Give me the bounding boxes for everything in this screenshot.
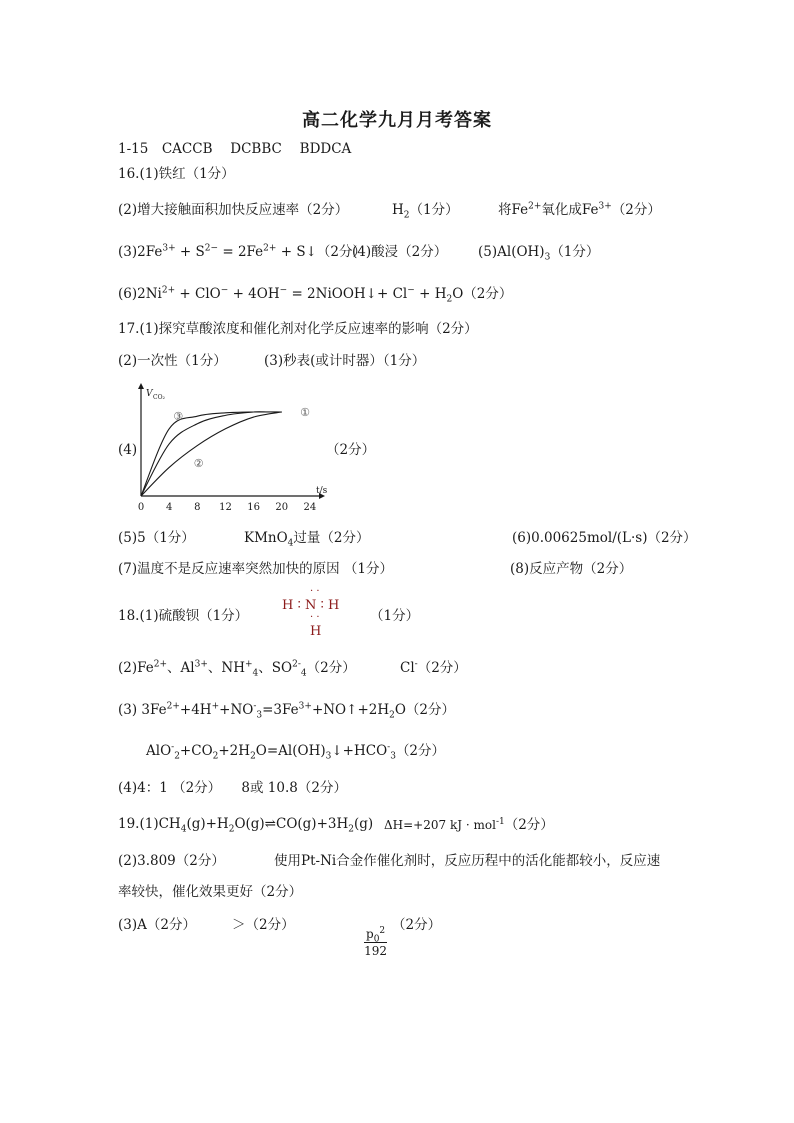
q19-part3a: (3)A（2分）: [118, 917, 196, 933]
x-tick-label: 20: [275, 502, 289, 512]
q16-part3: $(3)2Fe^{3+} + S^{2-} = 2Fe^{2+}$ + S↓（2分）: [118, 243, 366, 260]
q17-part3: (3)秒表(或计时器）（1分）: [264, 353, 426, 369]
lewis-top-dots: · ·: [310, 586, 320, 597]
y-axis-label-sub: CO₂: [153, 394, 165, 401]
q19-part2c: 率较快，催化效果更好（2分）: [118, 884, 303, 900]
q18-part4: (4)4：1 （2分） 8或 10.8（2分）: [118, 780, 347, 796]
lewis-middle: H ∶ N ∶ H: [282, 598, 340, 613]
x-tick-label: 0: [137, 502, 145, 512]
q17-part1: 17.(1)探究草酸浓度和催化剂对化学反应速率的影响（2分）: [118, 321, 478, 337]
q17-part4-score: （2分）: [326, 442, 376, 458]
q16-part4: (4)酸浸（2分）: [352, 244, 448, 260]
q19-part3c-score: （2分）: [392, 917, 442, 933]
pressure-fraction: [364, 926, 387, 959]
y-axis-label: V: [146, 389, 153, 399]
q16-part2b: $H_2(1$分）: [392, 202, 459, 221]
q19-delta-h: ΔH=+207 kJ · mol$^{-1}$（2分）: [384, 817, 554, 833]
lewis-bottom-h: H: [310, 624, 322, 639]
q18-part2-cl: Cl-（2分）: [400, 659, 467, 676]
rate-curve-chart: [128, 380, 328, 512]
x-tick-label: 16: [247, 502, 260, 512]
ammonia-lewis-structure: [282, 588, 354, 644]
fraction-denominator: 192: [364, 944, 388, 958]
q18-part2: $(2)Fe^{2+}$、$Al^{3+}$、$NH^+_4$、$SO^{2-}_4(2$分）: [118, 659, 356, 679]
q17-part2: (2)一次性（1分）: [118, 353, 227, 369]
q19-part3b: ＞（2分）: [232, 917, 295, 933]
q16-part2c: 将$Fe^{2+}$氧化成$Fe^{3+}(2$分）: [498, 201, 661, 218]
lewis-bottom-dots: · ·: [310, 612, 320, 623]
q17-part5a: (5)5（1分）: [118, 530, 195, 546]
q1-15-answers: 1-15 CACCB DCBBC BDDCA: [118, 141, 352, 157]
x-tick-label: 4: [165, 502, 173, 512]
x-tick-label: 24: [303, 502, 317, 512]
q16-part5: $(5)Al(OH)_3(1$分）: [478, 244, 600, 263]
q18-part1: 18.(1)硫酸钡（1分）: [118, 608, 249, 624]
q18-part3: (3) $3Fe^{2+}+4H^++NO^-_3=3Fe^{3+}+NO↑+2H_2O(2$分）: [118, 701, 456, 721]
q16-part2a: (2)增大接触面积加快反应速率（2分）: [118, 202, 349, 218]
q18-part3b: $AlO^-_2+CO_2+2H_2O=Al(OH)_3↓+HCO^-_3(2$分）: [146, 742, 446, 762]
q19-part2b: 使用Pt-Ni合金作催化剂时，反应历程中的活化能都较小，反应速: [274, 853, 661, 869]
x-tick-label: 12: [219, 502, 232, 512]
q17-part8: (8)反应产物（2分）: [510, 561, 633, 577]
q19-part2a: (2)3.809（2分）: [118, 853, 225, 869]
q19-part1: $19.(1)CH_4(g)+H_2O(g)\rightleftharpoons CO(g)+3H_2(g)$: [118, 816, 374, 835]
series-label: ②: [193, 457, 204, 471]
q17-part5b: KMnO$_4$过量（2分）: [244, 530, 370, 549]
q17-part7: (7)温度不是反应速率突然加快的原因 （1分）: [118, 561, 394, 577]
series-line-①: [141, 412, 282, 496]
page-title: 高二化学九月月考答案: [302, 110, 492, 131]
series-label: ③: [173, 410, 184, 424]
q17-part4-label: (4): [118, 442, 138, 458]
series-label: ①: [300, 406, 310, 419]
x-axis-label: t/s: [316, 486, 328, 496]
q16-part1: 16.(1)铁红（1分）: [118, 166, 235, 182]
q16-part6: $(6)2Ni^{2+} + ClO^- + 4OH^-$ = 2NiOOH↓+ $Cl^- + H_2O(2$分）: [118, 285, 513, 305]
q18-lewis-score: （1分）: [370, 608, 420, 624]
x-tick-label: 8: [194, 502, 201, 512]
y-axis-arrow: [138, 383, 144, 389]
q17-part6: (6)0.00625mol/(L·s)（2分）: [512, 530, 697, 546]
fraction-numerator: $p_0^2$: [366, 926, 386, 945]
